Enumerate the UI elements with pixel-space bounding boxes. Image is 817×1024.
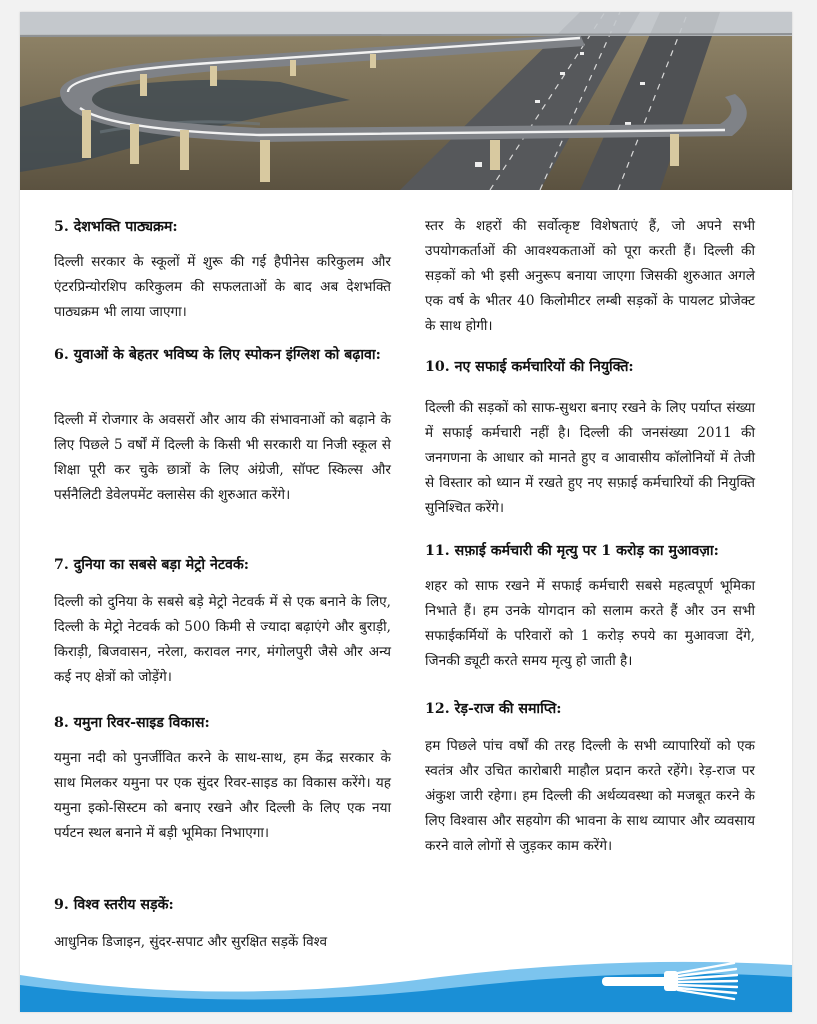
section-heading: 11. सफ़ाई कर्मचारी की मृत्यु पर 1 करोड़ का मुआवज़ा: <box>425 543 719 559</box>
section-body: दिल्ली की सड़कों को साफ-सुथरा बनाए रखने के लिए पर्याप्त संख्या में सफाई कर्मचारी नहीं है। दिल्ली की जनसंख्या 2011 की जनगणना के आधार को मानते हुए व आवासीय कॉलोनियों में तेजी से विस्तार को ध्यान में रखते हुए नए सफ़ाई कर्मचारियों की नियुक्ति सुनिश्चित करेंगे। <box>425 400 755 516</box>
broom-icon <box>602 959 738 1005</box>
section-heading: 10. नए सफाई कर्मचारियों की नियुक्ति: <box>425 359 634 375</box>
section-heading: 5. देशभक्ति पाठ्यक्रम: <box>54 219 178 235</box>
section-body: शहर को साफ रखने में सफाई कर्मचारी सबसे महत्वपूर्ण भूमिका निभाते हैं। हम उनके योगदान को सलाम करते हैं और उन सभी सफाईकर्मियों के परिवारों को 1 करोड़ रुपये का मुआवजा देंगे, जिनकी ड्यूटी करते समय मृत्यु हो जाती है। <box>425 578 755 669</box>
section-heading: 12. रेड़-राज की समाप्ति: <box>425 701 562 717</box>
section-heading: 6. युवाओं के बेहतर भविष्य के लिए स्पोकन इंग्लिश को बढ़ावा: <box>54 347 381 363</box>
section-heading: 9. विश्व स्तरीय सड़कें: <box>54 897 174 913</box>
section-body: दिल्ली को दुनिया के सबसे बड़े मेट्रो नेटवर्क में से एक बनाने के लिए, दिल्ली के मेट्रो नेटवर्क को 500 किमी से ज्यादा बढ़ाएंगे और बुराड़ी, किराड़ी, बिजवासन, नरेला, करावल नगर, मंगोलपुरी जैसे और अन्य कई नए क्षेत्रों को जोड़ेंगे। <box>54 594 391 685</box>
section-body: हम पिछले पांच वर्षों की तरह दिल्ली के सभी व्यापारियों को एक स्वतंत्र और उचित कारोबारी माहौल प्रदान करते रहेंगे। रेड़-राज पर अंकुश जारी रहेगा। हम दिल्ली की अर्थव्यवस्था को मजबूत करने के लिए विश्वास और सहयोग की भावना के साथ व्यापार और व्यवसाय करने वाले लोगों से जुड़कर काम करेंगे। <box>425 738 755 854</box>
section-body: दिल्ली सरकार के स्कूलों में शुरू की गई हैपीनेस करिकुलम और एंटरप्रिन्योरशिप करिकुलम की सफलताओं के बाद अब देशभक्ति पाठ्यक्रम भी लाया जाएगा। <box>54 254 391 320</box>
section-body: स्तर के शहरों की सर्वोत्कृष्ट विशेषताएं हैं, जो अपने सभी उपयोगकर्ताओं की आवश्यकताओं को पूरा करती हैं। दिल्ली की सड़कों को भी इसी अनुरूप बनाया जाएगा जिसकी शुरुआत अगले एक वर्ष के भीतर 40 किलोमीटर लम्बी सड़कों के पायलट प्रोजेक्ट के साथ होगी। <box>425 218 755 334</box>
section-heading: 8. यमुना रिवर-साइड विकास: <box>54 715 210 731</box>
section-body: यमुना नदी को पुनर्जीवित करने के साथ-साथ, हम केंद्र सरकार के साथ मिलकर यमुना पर एक सुंदर रिवर-साइड का विकास करेंगे। यह यमुना इको-सिस्टम को बनाए रखने और दिल्ली के लिए एक नया पर्यटन स्थल बनाने में बड़ी भूमिका निभाएगा। <box>54 750 391 841</box>
flyover-photo <box>20 12 792 190</box>
section-body: दिल्ली में रोजगार के अवसरों और आय की संभावनाओं को बढ़ाने के लिए पिछले 5 वर्षों में दिल्ली के किसी भी सरकारी या निजी स्कूल से शिक्षा पूरी कर चुके छात्रों के लिए अंग्रेजी, सॉफ्ट स्किल्स और पर्सनैलिटी डेवेलपमेंट क्लासेस की शुरुआत करेंगे। <box>54 412 391 503</box>
section-heading: 7. दुनिया का सबसे बड़ा मेट्रो नेटवर्क: <box>54 557 250 573</box>
manifesto-page <box>20 12 792 1012</box>
section-body: आधुनिक डिजाइन, सुंदर-सपाट और सुरक्षित सड़कें विश्व <box>54 934 328 950</box>
